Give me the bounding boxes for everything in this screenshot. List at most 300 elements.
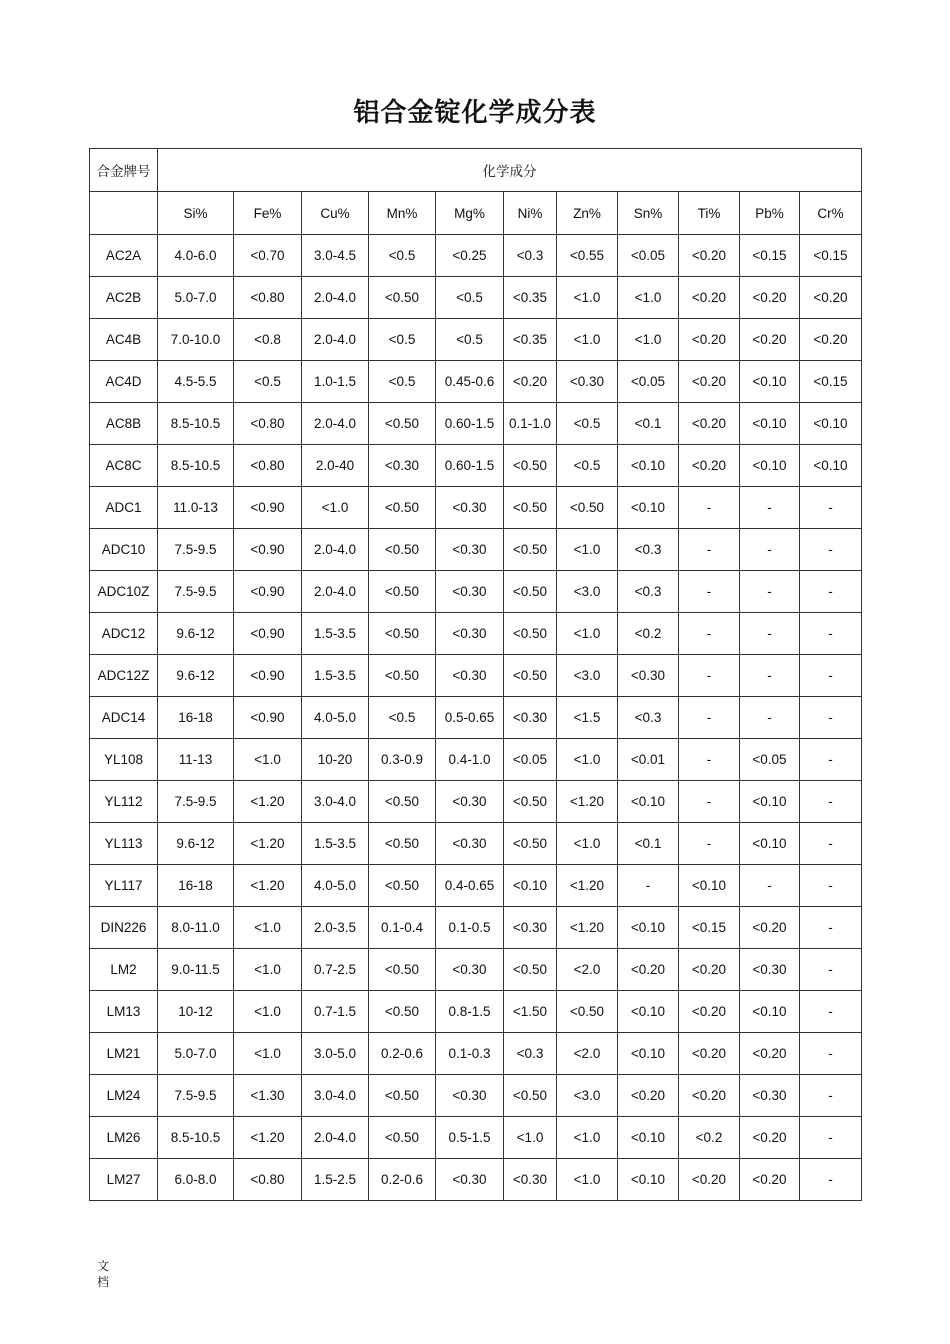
composition-cell: <0.80 — [234, 277, 302, 319]
composition-cell: <1.0 — [557, 613, 618, 655]
composition-cell: <0.50 — [504, 1075, 557, 1117]
composition-cell: 0.45-0.6 — [436, 361, 504, 403]
composition-cell: <0.05 — [618, 235, 679, 277]
composition-cell: - — [800, 529, 862, 571]
composition-cell: <1.0 — [557, 1117, 618, 1159]
composition-cell: <0.50 — [369, 655, 436, 697]
composition-cell: <1.0 — [234, 739, 302, 781]
composition-cell: <2.0 — [557, 1033, 618, 1075]
composition-cell: <0.1 — [618, 403, 679, 445]
composition-cell: - — [740, 655, 800, 697]
composition-cell: <0.50 — [504, 529, 557, 571]
composition-cell: 9.6-12 — [158, 655, 234, 697]
composition-cell: <0.20 — [679, 1159, 740, 1201]
composition-cell: <0.15 — [800, 235, 862, 277]
table-row — [90, 949, 862, 991]
composition-cell: - — [800, 655, 862, 697]
composition-cell: - — [679, 487, 740, 529]
composition-cell: 2.0-4.0 — [302, 319, 369, 361]
composition-cell: <0.10 — [618, 781, 679, 823]
alloy-grade-cell: AC8B — [90, 403, 158, 445]
composition-cell: <0.50 — [369, 277, 436, 319]
composition-cell: <0.10 — [740, 823, 800, 865]
composition-cell: <0.20 — [740, 1159, 800, 1201]
composition-cell: 2.0-4.0 — [302, 403, 369, 445]
composition-cell: <1.0 — [557, 319, 618, 361]
composition-cell: 9.0-11.5 — [158, 949, 234, 991]
composition-cell: - — [800, 697, 862, 739]
composition-cell: <0.3 — [618, 529, 679, 571]
composition-cell: <0.50 — [369, 949, 436, 991]
composition-cell: 7.5-9.5 — [158, 529, 234, 571]
composition-cell: <0.80 — [234, 403, 302, 445]
composition-cell: <0.15 — [679, 907, 740, 949]
group-header-row — [90, 149, 862, 192]
composition-cell: <0.30 — [504, 697, 557, 739]
composition-cell: - — [679, 529, 740, 571]
composition-cell: - — [800, 613, 862, 655]
composition-cell: 0.60-1.5 — [436, 403, 504, 445]
header-blank-cell — [90, 192, 158, 235]
composition-cell: 0.1-0.3 — [436, 1033, 504, 1075]
composition-cell: <0.50 — [504, 781, 557, 823]
composition-cell: - — [800, 1075, 862, 1117]
table-row — [90, 277, 862, 319]
alloy-grade-cell: YL113 — [90, 823, 158, 865]
composition-cell: <1.0 — [557, 277, 618, 319]
composition-cell: <0.10 — [800, 445, 862, 487]
composition-cell: <1.0 — [557, 529, 618, 571]
composition-cell: <0.30 — [369, 445, 436, 487]
composition-cell: 16-18 — [158, 865, 234, 907]
composition-cell: 0.7-2.5 — [302, 949, 369, 991]
composition-cell: <0.35 — [504, 319, 557, 361]
composition-cell: 0.8-1.5 — [436, 991, 504, 1033]
composition-cell: <0.50 — [504, 571, 557, 613]
composition-cell: <0.50 — [369, 487, 436, 529]
composition-cell: <0.10 — [800, 403, 862, 445]
column-header: Mg% — [436, 192, 504, 235]
column-header: Zn% — [557, 192, 618, 235]
table-row — [90, 571, 862, 613]
composition-cell: - — [800, 949, 862, 991]
composition-cell: <0.50 — [557, 487, 618, 529]
composition-cell: <0.20 — [504, 361, 557, 403]
composition-cell: <0.20 — [679, 991, 740, 1033]
composition-cell: <0.20 — [740, 907, 800, 949]
alloy-grade-cell: AC4D — [90, 361, 158, 403]
composition-cell: 4.0-5.0 — [302, 865, 369, 907]
composition-cell: <0.30 — [436, 487, 504, 529]
alloy-grade-cell: ADC12Z — [90, 655, 158, 697]
composition-cell: 5.0-7.0 — [158, 277, 234, 319]
table-row — [90, 865, 862, 907]
composition-cell: 0.1-0.5 — [436, 907, 504, 949]
composition-table — [89, 148, 862, 1201]
table-body — [90, 149, 862, 1201]
composition-cell: <1.0 — [234, 949, 302, 991]
composition-cell: <0.70 — [234, 235, 302, 277]
composition-cell: <0.55 — [557, 235, 618, 277]
composition-cell: <0.05 — [504, 739, 557, 781]
alloy-grade-cell: ADC1 — [90, 487, 158, 529]
table-row — [90, 991, 862, 1033]
composition-cell: 3.0-4.0 — [302, 1075, 369, 1117]
composition-cell: <0.1 — [618, 823, 679, 865]
composition-cell: <1.5 — [557, 697, 618, 739]
composition-cell: <0.05 — [740, 739, 800, 781]
composition-cell: <0.30 — [436, 571, 504, 613]
composition-cell: <0.20 — [679, 949, 740, 991]
composition-cell: 16-18 — [158, 697, 234, 739]
composition-cell: 0.1-0.4 — [369, 907, 436, 949]
composition-cell: - — [800, 865, 862, 907]
composition-cell: <0.20 — [679, 361, 740, 403]
composition-cell: 2.0-3.5 — [302, 907, 369, 949]
composition-cell: <0.10 — [740, 781, 800, 823]
table-row — [90, 1033, 862, 1075]
alloy-grade-cell: LM2 — [90, 949, 158, 991]
composition-cell: <0.90 — [234, 613, 302, 655]
composition-cell: <0.30 — [618, 655, 679, 697]
composition-cell: 7.0-10.0 — [158, 319, 234, 361]
composition-cell: <0.3 — [504, 1033, 557, 1075]
alloy-grade-cell: YL112 — [90, 781, 158, 823]
composition-cell: <0.30 — [436, 1075, 504, 1117]
column-header: Si% — [158, 192, 234, 235]
composition-cell: <3.0 — [557, 1075, 618, 1117]
composition-cell: <0.5 — [369, 319, 436, 361]
composition-cell: 3.0-4.5 — [302, 235, 369, 277]
composition-cell: - — [800, 823, 862, 865]
composition-cell: 2.0-4.0 — [302, 1117, 369, 1159]
alloy-grade-cell: AC4B — [90, 319, 158, 361]
composition-cell: 0.2-0.6 — [369, 1159, 436, 1201]
composition-cell: - — [740, 865, 800, 907]
alloy-grade-cell: LM27 — [90, 1159, 158, 1201]
column-header: Ti% — [679, 192, 740, 235]
composition-cell: <0.5 — [557, 403, 618, 445]
column-header: Cu% — [302, 192, 369, 235]
composition-cell: <1.0 — [234, 907, 302, 949]
composition-cell: 8.5-10.5 — [158, 403, 234, 445]
composition-cell: <0.8 — [234, 319, 302, 361]
composition-cell: 9.6-12 — [158, 613, 234, 655]
composition-cell: <0.30 — [436, 529, 504, 571]
table-row — [90, 907, 862, 949]
alloy-grade-cell: LM13 — [90, 991, 158, 1033]
composition-cell: 3.0-4.0 — [302, 781, 369, 823]
composition-cell: <0.10 — [618, 1159, 679, 1201]
composition-cell: <1.30 — [234, 1075, 302, 1117]
table-row — [90, 361, 862, 403]
composition-cell: 4.5-5.5 — [158, 361, 234, 403]
composition-cell: <1.0 — [302, 487, 369, 529]
table-row — [90, 655, 862, 697]
composition-cell: - — [679, 655, 740, 697]
composition-cell: <0.5 — [369, 361, 436, 403]
composition-cell: - — [679, 613, 740, 655]
alloy-grade-header: 合金牌号 — [90, 149, 158, 192]
composition-cell: <0.30 — [436, 655, 504, 697]
composition-cell: 1.0-1.5 — [302, 361, 369, 403]
composition-cell: - — [800, 781, 862, 823]
composition-cell: <1.20 — [234, 1117, 302, 1159]
composition-cell: <1.20 — [557, 865, 618, 907]
composition-cell: <1.20 — [557, 781, 618, 823]
composition-cell: <0.20 — [618, 949, 679, 991]
composition-cell: 11.0-13 — [158, 487, 234, 529]
composition-cell: <0.20 — [679, 1033, 740, 1075]
composition-cell: <0.80 — [234, 1159, 302, 1201]
composition-cell: <0.5 — [436, 277, 504, 319]
composition-cell: <0.90 — [234, 529, 302, 571]
table-row — [90, 445, 862, 487]
composition-cell: <0.30 — [740, 949, 800, 991]
composition-cell: 6.0-8.0 — [158, 1159, 234, 1201]
alloy-grade-cell: ADC12 — [90, 613, 158, 655]
composition-cell: <1.0 — [557, 1159, 618, 1201]
composition-cell: <1.0 — [234, 1033, 302, 1075]
composition-cell: <0.20 — [740, 1117, 800, 1159]
composition-cell: 0.2-0.6 — [369, 1033, 436, 1075]
composition-cell: 2.0-4.0 — [302, 529, 369, 571]
composition-cell: - — [800, 1117, 862, 1159]
composition-cell: 1.5-3.5 — [302, 613, 369, 655]
composition-cell: <0.20 — [800, 319, 862, 361]
composition-cell: 1.5-2.5 — [302, 1159, 369, 1201]
composition-cell: 7.5-9.5 — [158, 1075, 234, 1117]
composition-cell: 0.4-1.0 — [436, 739, 504, 781]
column-header: Sn% — [618, 192, 679, 235]
alloy-grade-cell: DIN226 — [90, 907, 158, 949]
composition-cell: 2.0-40 — [302, 445, 369, 487]
composition-cell: - — [740, 697, 800, 739]
composition-cell: <1.0 — [557, 823, 618, 865]
composition-cell: <0.50 — [504, 445, 557, 487]
composition-cell: <0.20 — [679, 445, 740, 487]
composition-cell: <0.50 — [369, 1075, 436, 1117]
table-row — [90, 1117, 862, 1159]
composition-cell: - — [679, 571, 740, 613]
composition-cell: <0.90 — [234, 697, 302, 739]
table-row — [90, 1075, 862, 1117]
alloy-grade-cell: LM24 — [90, 1075, 158, 1117]
composition-cell: <0.30 — [504, 907, 557, 949]
composition-cell: <0.50 — [369, 823, 436, 865]
composition-cell: <0.20 — [679, 403, 740, 445]
composition-cell: <0.20 — [740, 1033, 800, 1075]
table-row — [90, 1159, 862, 1201]
alloy-grade-cell: ADC10Z — [90, 571, 158, 613]
composition-cell: <0.50 — [369, 571, 436, 613]
composition-cell: 10-20 — [302, 739, 369, 781]
composition-cell: <2.0 — [557, 949, 618, 991]
composition-cell: 0.5-0.65 — [436, 697, 504, 739]
composition-cell: <0.50 — [557, 991, 618, 1033]
composition-cell: <1.20 — [234, 781, 302, 823]
composition-cell: 5.0-7.0 — [158, 1033, 234, 1075]
composition-cell: <0.90 — [234, 655, 302, 697]
composition-cell: 11-13 — [158, 739, 234, 781]
composition-cell: <0.30 — [436, 949, 504, 991]
composition-cell: <0.10 — [740, 991, 800, 1033]
table-row — [90, 781, 862, 823]
composition-cell: <0.10 — [740, 361, 800, 403]
composition-cell: <0.30 — [740, 1075, 800, 1117]
composition-cell: <0.35 — [504, 277, 557, 319]
composition-cell: <0.10 — [618, 445, 679, 487]
alloy-grade-cell: AC8C — [90, 445, 158, 487]
composition-cell: <0.20 — [679, 235, 740, 277]
composition-cell: 0.3-0.9 — [369, 739, 436, 781]
composition-cell: <0.50 — [504, 823, 557, 865]
alloy-grade-cell: YL108 — [90, 739, 158, 781]
column-header: Ni% — [504, 192, 557, 235]
composition-cell: - — [800, 907, 862, 949]
composition-cell: 8.5-10.5 — [158, 1117, 234, 1159]
composition-cell: - — [800, 1159, 862, 1201]
composition-cell: <0.15 — [740, 235, 800, 277]
composition-cell: <0.3 — [504, 235, 557, 277]
composition-cell: <0.30 — [504, 1159, 557, 1201]
composition-cell: <0.20 — [618, 1075, 679, 1117]
composition-cell: <0.20 — [740, 319, 800, 361]
composition-cell: <0.50 — [369, 991, 436, 1033]
composition-cell: <0.50 — [504, 487, 557, 529]
composition-cell: 1.5-3.5 — [302, 655, 369, 697]
composition-cell: <0.10 — [618, 907, 679, 949]
composition-cell: - — [740, 487, 800, 529]
composition-cell: <1.0 — [618, 319, 679, 361]
composition-cell: <0.10 — [740, 403, 800, 445]
composition-cell: <0.5 — [436, 319, 504, 361]
table-row — [90, 487, 862, 529]
alloy-grade-cell: ADC14 — [90, 697, 158, 739]
composition-cell: - — [618, 865, 679, 907]
table-row — [90, 697, 862, 739]
composition-cell: <0.20 — [679, 319, 740, 361]
composition-cell: <0.10 — [618, 487, 679, 529]
composition-cell: <0.10 — [618, 1033, 679, 1075]
composition-cell: <0.10 — [618, 1117, 679, 1159]
composition-cell: 7.5-9.5 — [158, 571, 234, 613]
composition-cell: <0.80 — [234, 445, 302, 487]
composition-cell: <0.10 — [740, 445, 800, 487]
composition-cell: <0.05 — [618, 361, 679, 403]
composition-cell: <0.10 — [504, 865, 557, 907]
composition-cell: <0.10 — [679, 865, 740, 907]
composition-cell: 2.0-4.0 — [302, 277, 369, 319]
composition-cell: 3.0-5.0 — [302, 1033, 369, 1075]
footer-char: 档 — [96, 1275, 109, 1289]
composition-cell: <1.0 — [234, 991, 302, 1033]
composition-cell: - — [800, 739, 862, 781]
composition-cell: <0.5 — [557, 445, 618, 487]
composition-cell: <0.5 — [369, 697, 436, 739]
composition-cell: - — [740, 571, 800, 613]
composition-cell: <0.50 — [369, 613, 436, 655]
alloy-grade-cell: ADC10 — [90, 529, 158, 571]
table-row — [90, 235, 862, 277]
column-header: Pb% — [740, 192, 800, 235]
composition-cell: <0.30 — [557, 361, 618, 403]
composition-cell: <0.50 — [369, 1117, 436, 1159]
table-row — [90, 319, 862, 361]
footer-char: 文 — [96, 1259, 109, 1273]
composition-cell: <0.30 — [436, 1159, 504, 1201]
composition-cell: <0.30 — [436, 613, 504, 655]
composition-cell: <0.90 — [234, 487, 302, 529]
composition-cell: <0.50 — [369, 781, 436, 823]
composition-cell: 7.5-9.5 — [158, 781, 234, 823]
composition-cell: <0.20 — [679, 1075, 740, 1117]
composition-cell: <0.2 — [618, 613, 679, 655]
composition-cell: <0.30 — [436, 781, 504, 823]
composition-cell: 8.5-10.5 — [158, 445, 234, 487]
composition-cell: <0.90 — [234, 571, 302, 613]
alloy-grade-cell: AC2B — [90, 277, 158, 319]
composition-cell: <0.50 — [369, 403, 436, 445]
composition-cell: <0.50 — [369, 529, 436, 571]
composition-cell: 8.0-11.0 — [158, 907, 234, 949]
composition-cell: <1.0 — [504, 1117, 557, 1159]
composition-cell: <0.20 — [679, 277, 740, 319]
composition-cell: - — [679, 697, 740, 739]
column-header: Cr% — [800, 192, 862, 235]
composition-cell: 2.0-4.0 — [302, 571, 369, 613]
table-row — [90, 739, 862, 781]
composition-cell: 0.4-0.65 — [436, 865, 504, 907]
composition-cell: <0.20 — [800, 277, 862, 319]
composition-cell: <0.50 — [369, 865, 436, 907]
composition-cell: <1.20 — [234, 823, 302, 865]
composition-cell: 0.7-1.5 — [302, 991, 369, 1033]
composition-cell: <1.0 — [618, 277, 679, 319]
composition-cell: <1.0 — [557, 739, 618, 781]
composition-cell: <0.15 — [800, 361, 862, 403]
composition-cell: <0.50 — [504, 949, 557, 991]
composition-cell: 4.0-5.0 — [302, 697, 369, 739]
composition-cell: 10-12 — [158, 991, 234, 1033]
composition-cell: <0.30 — [436, 823, 504, 865]
chemical-composition-header: 化学成分 — [158, 149, 862, 192]
composition-cell: - — [800, 487, 862, 529]
composition-cell: 1.5-3.5 — [302, 823, 369, 865]
alloy-grade-cell: AC2A — [90, 235, 158, 277]
composition-cell: <3.0 — [557, 571, 618, 613]
alloy-grade-cell: LM26 — [90, 1117, 158, 1159]
table-row — [90, 403, 862, 445]
composition-cell: <1.20 — [234, 865, 302, 907]
composition-cell: 4.0-6.0 — [158, 235, 234, 277]
composition-cell: - — [679, 739, 740, 781]
composition-cell: <0.50 — [504, 655, 557, 697]
column-header-row — [90, 192, 862, 235]
composition-cell: <0.3 — [618, 571, 679, 613]
composition-cell: - — [800, 571, 862, 613]
composition-cell: <0.3 — [618, 697, 679, 739]
composition-cell: <0.5 — [234, 361, 302, 403]
composition-cell: <0.2 — [679, 1117, 740, 1159]
composition-cell: <1.20 — [557, 907, 618, 949]
composition-cell: - — [740, 613, 800, 655]
composition-cell: 0.5-1.5 — [436, 1117, 504, 1159]
composition-cell: <0.50 — [504, 613, 557, 655]
footer-label — [95, 1258, 111, 1290]
composition-cell: - — [800, 991, 862, 1033]
column-header: Mn% — [369, 192, 436, 235]
